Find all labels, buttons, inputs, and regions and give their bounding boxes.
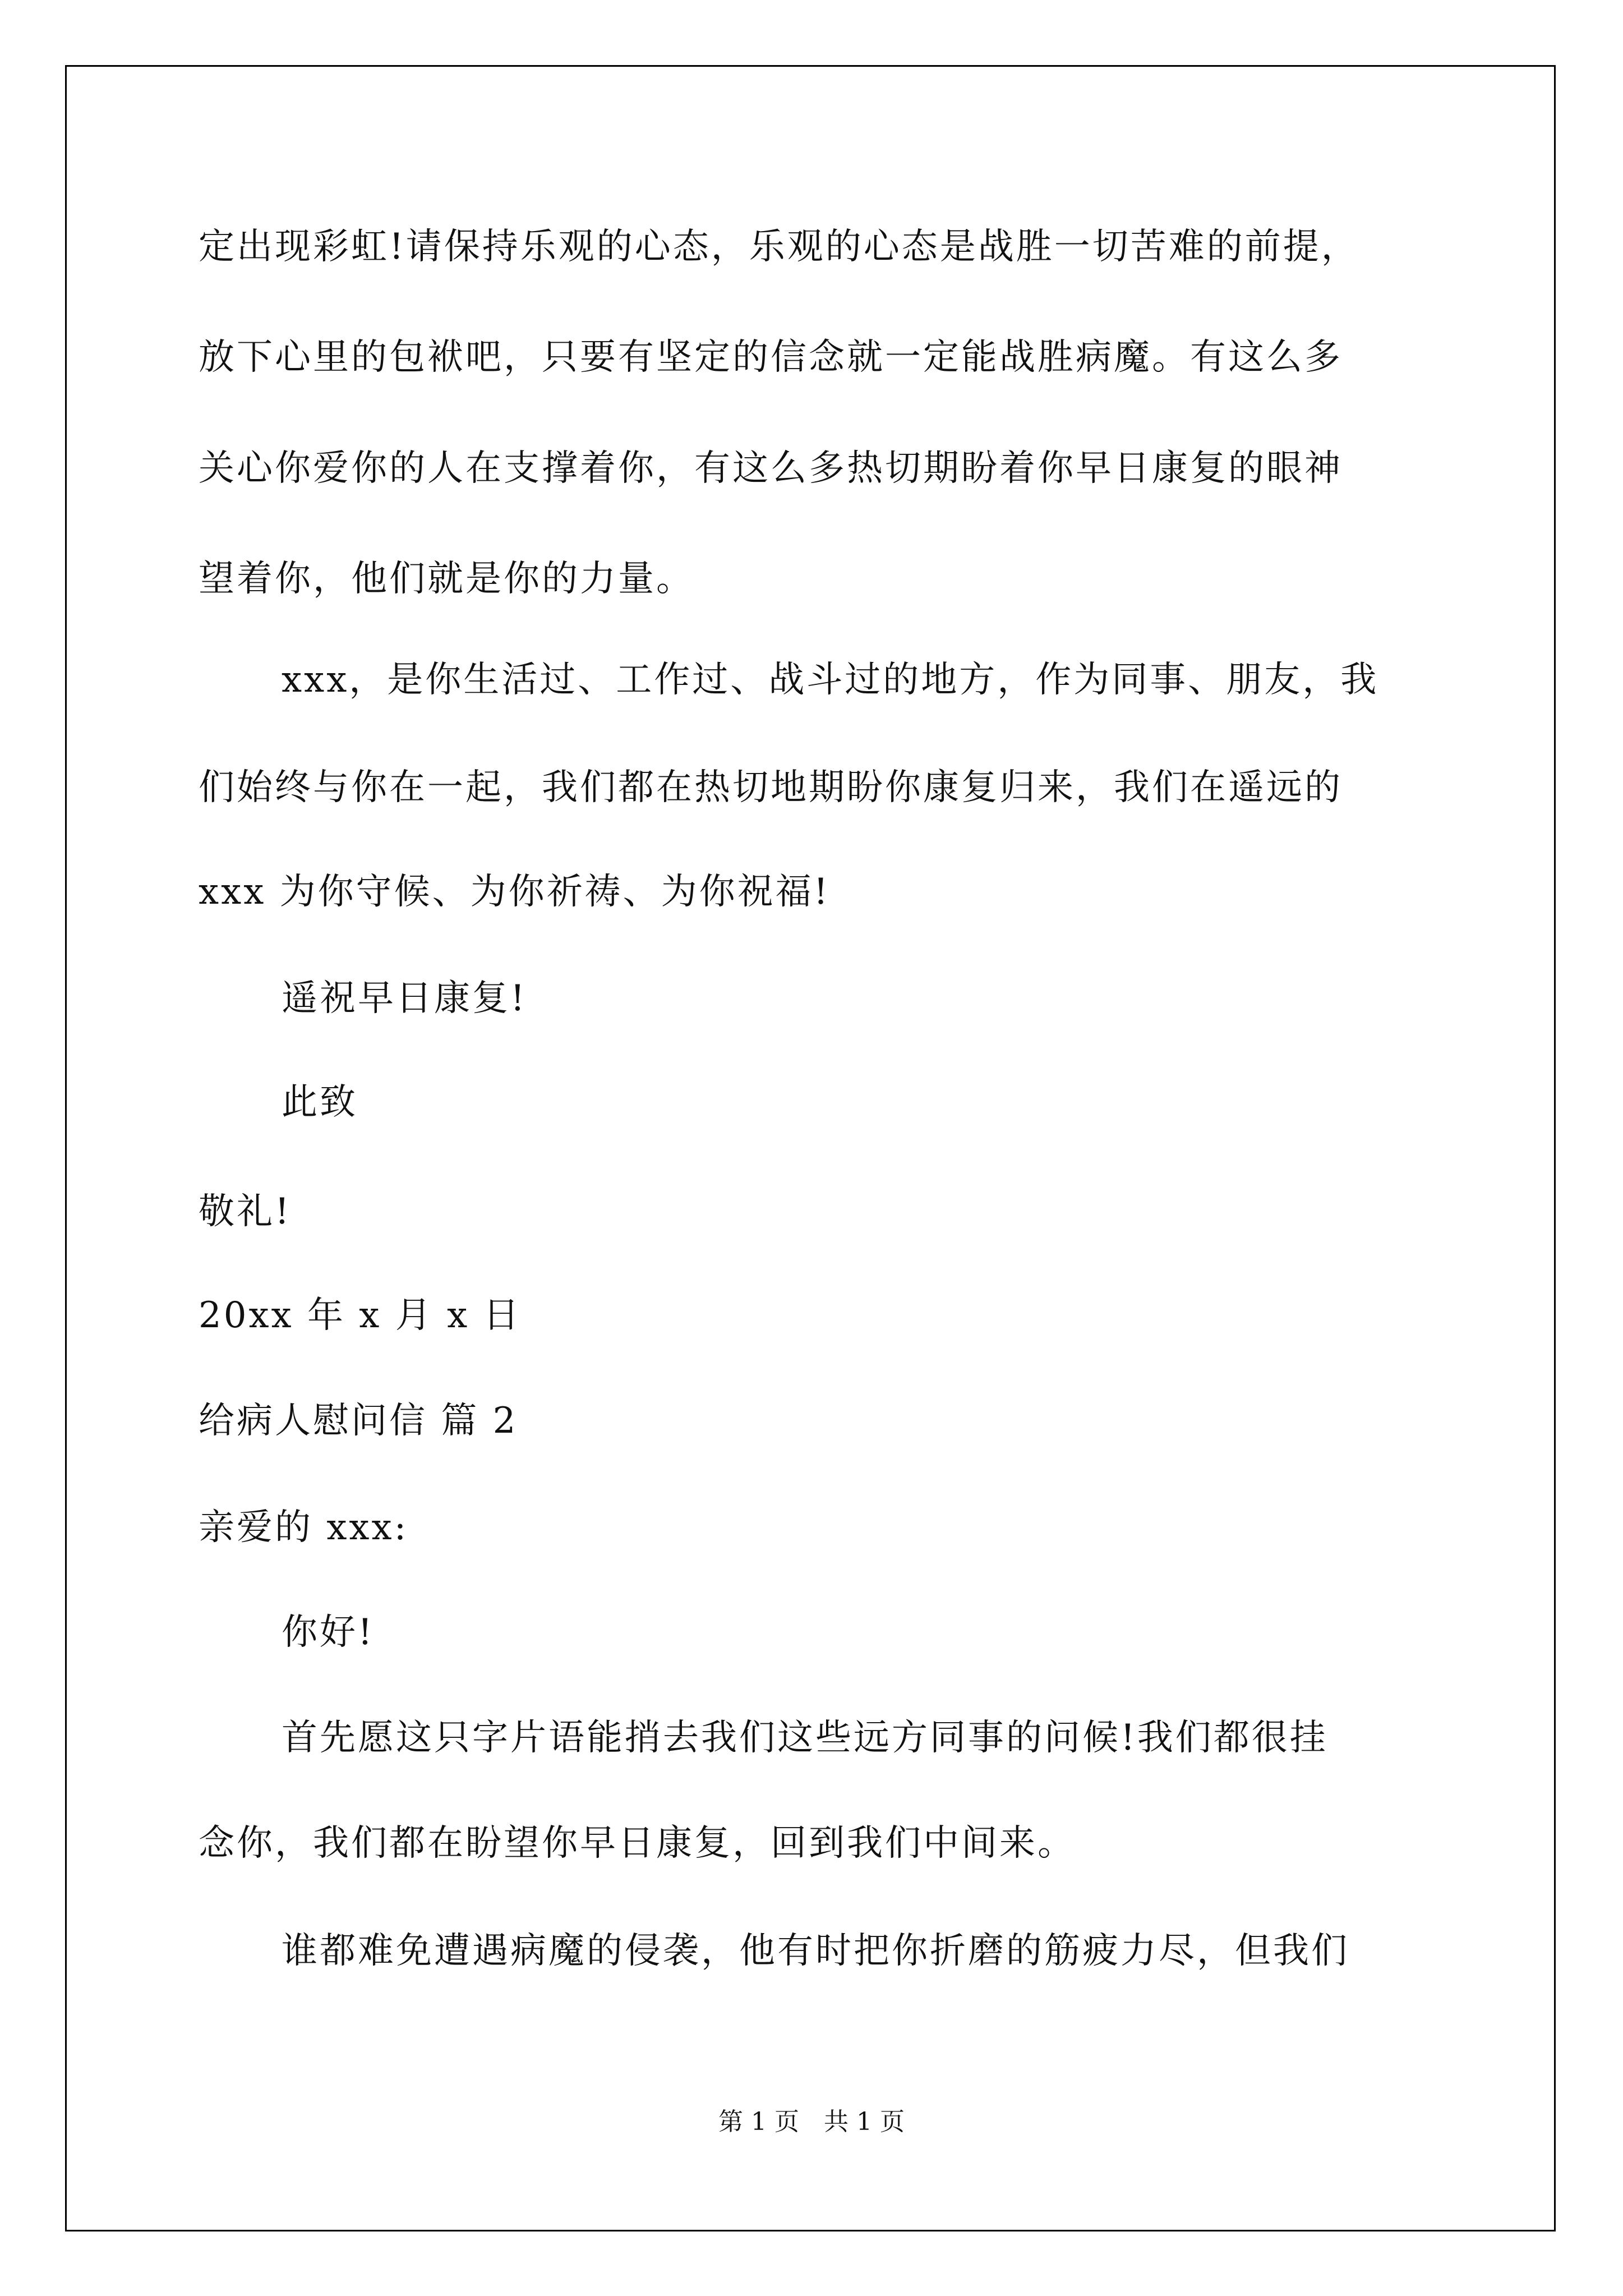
page-border <box>65 65 1556 2231</box>
text-line: 们始终与你在一起，我们都在热切地期盼你康复归来，我们在遥远的 <box>199 767 1343 808</box>
text-line: 望着你，他们就是你的力量。 <box>199 558 694 600</box>
greeting-hello: 你好! <box>282 1612 375 1653</box>
letter-date: 20xx 年 x 月 x 日 <box>199 1295 522 1336</box>
paragraph-first-line: 谁都难免遭遇病魔的侵袭，他有时把你折磨的筋疲力尽，但我们 <box>282 1930 1349 1972</box>
paragraph-first-line: 首先愿这只字片语能捎去我们这些远方同事的问候!我们都很挂 <box>282 1717 1328 1759</box>
text-line: 念你，我们都在盼望你早日康复，回到我们中间来。 <box>199 1823 1076 1864</box>
closing-salutation: 此致 <box>282 1082 358 1123</box>
text-line: 放下心里的包袱吧，只要有坚定的信念就一定能战胜病魔。有这么多 <box>199 337 1343 378</box>
paragraph-first-line: xxx，是你生活过、工作过、战斗过的地方，作为同事、朋友，我 <box>282 659 1379 701</box>
closing-wish: 遥祝早日康复! <box>282 978 527 1019</box>
section-heading: 给病人慰问信 篇 2 <box>199 1400 518 1442</box>
text-line: 关心你爱你的人在支撑着你，有这么多热切期盼着你早日康复的眼神 <box>199 448 1343 489</box>
text-line: xxx 为你守候、为你祈祷、为你祝福! <box>199 871 831 913</box>
closing-regards: 敬礼! <box>199 1191 292 1232</box>
page-footer: 第 1 页 共 1 页 <box>718 2108 905 2136</box>
letter-greeting: 亲爱的 xxx: <box>199 1507 409 1548</box>
text-line: 定出现彩虹!请保持乐观的心态，乐观的心态是战胜一切苦难的前提， <box>199 226 1359 268</box>
